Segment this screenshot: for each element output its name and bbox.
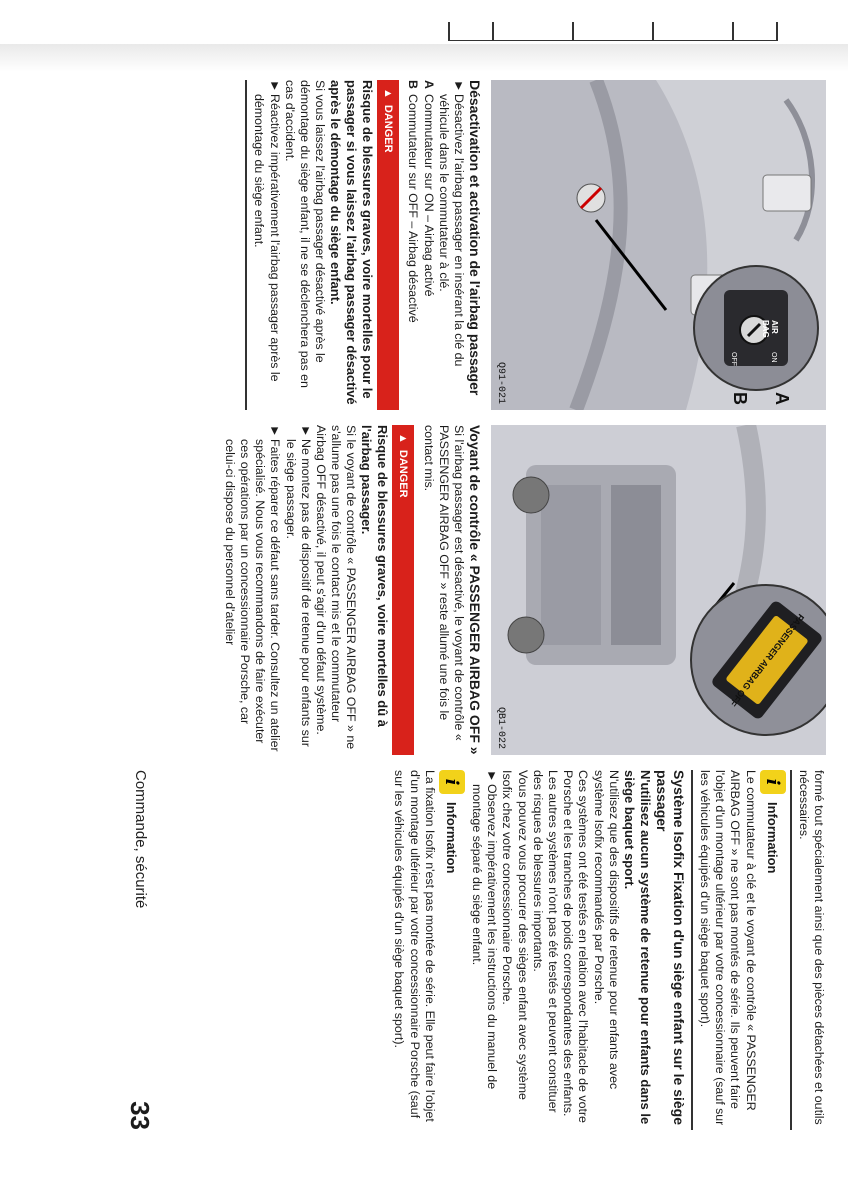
switch-on-label: ON — [770, 352, 777, 363]
section-heading: Système Isofix Fixation d'un siège enfant sur le siège passager — [653, 770, 687, 1125]
warning-triangle-icon: ▲ — [397, 433, 410, 444]
paragraph: Vous pouvez vous procurer des sièges enfant avec système Isofix chez votre concessionnaire Porsche. — [500, 770, 530, 1100]
page-number: 33 — [125, 1101, 155, 1130]
list-item: ► Observez impérativement les instructions du manuel de montage séparé du siège enfant. — [469, 770, 500, 1090]
column-airbag-switch — [106, 80, 826, 410]
information-text: La fixation Isofix n'est pas montée de série. Elle peut faire l'objet d'un montage ultérieur par votre concessionnaire Porsche (sauf sur les véhicules équipés d'un siège baquet sport). — [392, 770, 437, 1122]
section-heading: Désactivation et activation de l'airbag passager — [467, 80, 483, 396]
divider — [691, 770, 693, 1130]
chapter-tab-strip — [448, 22, 778, 41]
paragraph: N'utilisez que des dispositifs de retenue pour enfants avec système Isofix recommandés par Porsche. — [591, 770, 621, 1090]
danger-text: Si vous laissez l'airbag passager désactivé après le démontage du siège enfant, il ne se déclenchera pas en cas d'accident. — [282, 80, 328, 388]
list-item: A Commutateur sur ON – Airbag activé — [421, 80, 436, 297]
divider — [790, 770, 792, 1130]
list-item: B Commutateur sur OFF – Airbag désactivé — [406, 80, 421, 323]
figure-passenger-airbag-off-lamp — [491, 425, 826, 755]
warning-triangle-icon: ▲ — [382, 88, 395, 99]
danger-banner: ▲DANGER — [377, 80, 399, 410]
section-heading: Voyant de contrôle « PASSENGER AIRBAG OFF » — [467, 425, 483, 755]
scan-margin — [0, 44, 848, 72]
col3-text — [391, 770, 826, 1130]
figure-label: QB1-022 — [495, 706, 506, 749]
list-item: ► Désactivez l'airbag passager en insérant la clé du véhicule dans le commutateur à clé. — [436, 80, 466, 367]
column-passenger-airbag-lamp — [106, 425, 826, 755]
switch-label-bag: BAG — [761, 320, 770, 338]
divider — [245, 80, 247, 410]
lamp-label: PASSENGER AIRBAG OFF — [727, 611, 807, 709]
danger-heading: Risque de blessures graves, voire mortelles dû à l'airbag passager. — [359, 425, 391, 728]
danger-text: Si le voyant de contrôle « PASSENGER AIRBAG OFF » ne s'allume pas une fois le contact mis et le commutateur Airbag OFF désactivé, il peut s'agir d'un défaut système. — [313, 425, 359, 750]
switch-off-label: OFF — [730, 352, 737, 366]
col1-text — [241, 80, 483, 410]
danger-heading: Risque de blessures graves, voire mortelles pour le passager si vous laissez l'airbag passager désactivé après le démontage du siège enfant. — [328, 80, 376, 405]
marker-a: A — [772, 392, 792, 405]
col2-text — [222, 425, 483, 755]
continuation-text: formé tout spécialement ainsi que des pièces détachées et outils nécessaires. — [796, 770, 826, 1125]
paragraph: Ces systèmes ont été testés en relation avec l'habitacle de votre Porsche et les tranches de poids correspondantes des enfants. — [561, 770, 591, 1123]
column-isofix — [106, 770, 826, 1130]
manual-page — [106, 80, 826, 1160]
information-icon: i — [439, 770, 465, 794]
switch-label-air: AIR — [770, 320, 779, 334]
section-subheading: N'utilisez aucun système de retenue pour enfants dans le siège baquet sport. — [621, 770, 653, 1125]
paragraph: Les autres systèmes n'ont pas été testés et peuvent constituer des risques de blessures importants. — [530, 770, 560, 1113]
information-text: Le commutateur à clé et le voyant de contrôle « PASSENGER AIRBAG OFF » ne sont pas montés de série. Ils peuvent faire l'objet d'un montage ultérieur par votre concessionnaire (sauf sur les véhicules équipés d'un siège baquet sport). — [697, 770, 758, 1126]
danger-banner: ▲DANGER — [392, 425, 414, 755]
list-item: ► Faites réparer ce défaut sans tarder. Consultez un atelier spécialisé. Nous vous recommandons de faire exécuter ces opérations par un concessionnaire Porsche, car celui-ci dispose du personnel d'atelier — [222, 425, 283, 752]
page-footer — [106, 770, 166, 1130]
information-icon: i — [760, 770, 786, 794]
paragraph: Si l'airbag passager est désactivé, le voyant de contrôle « PASSENGER AIRBAG OFF » reste allumé une fois le contact mis. — [421, 425, 466, 741]
information-box: i Information — [439, 770, 465, 1130]
list-item: ► Réactivez impérativement l'airbag passager après le démontage du siège enfant. — [252, 80, 282, 382]
section-name: Commande, sécurité — [132, 770, 149, 909]
figure-airbag-key-switch — [491, 80, 826, 410]
list-item: ► Ne montez pas de dispositif de retenue pour enfants sur le siège passager. — [283, 425, 313, 747]
figure-label: Q91-021 — [495, 361, 506, 404]
marker-b: B — [730, 392, 750, 405]
information-box: i Information — [760, 770, 786, 1130]
